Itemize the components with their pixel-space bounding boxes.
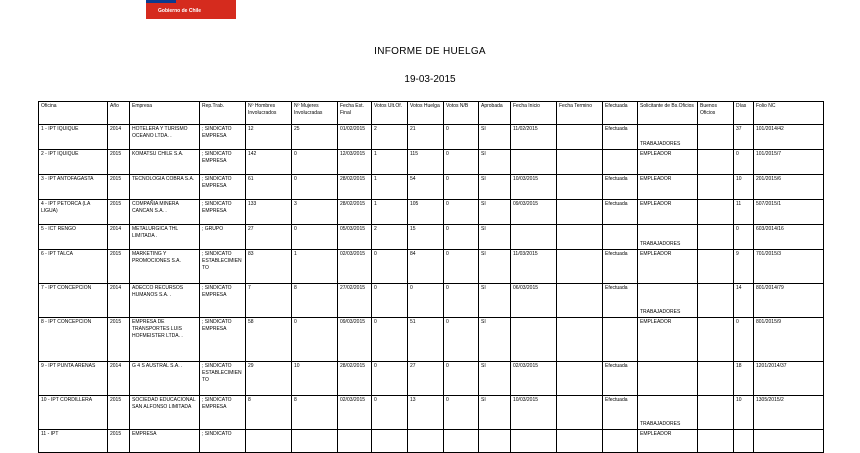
cell-mujeres: 25 xyxy=(292,125,338,150)
header-cell: Fecha Est. Final xyxy=(338,102,372,125)
cell-hombres: 61 xyxy=(246,175,292,200)
cell-inicio: 11/03/2015 xyxy=(511,250,557,284)
cell-huelga: 15 xyxy=(408,225,444,250)
cell-oficina: 5 - ICT RENGO xyxy=(39,225,108,250)
cell-solicitante: EMPLEADOR xyxy=(638,318,698,362)
cell-efectuada xyxy=(603,225,638,250)
logo-text: Gobierno de Chile xyxy=(158,8,202,14)
cell-inicio xyxy=(511,150,557,175)
cell-oficina: 9 - IPT PUNTA ARENAS xyxy=(39,362,108,396)
cell-oficina: 11 - IPT xyxy=(39,430,108,453)
cell-hombres: 58 xyxy=(246,318,292,362)
report-title: INFORME DE HUELGA xyxy=(374,46,486,57)
cell-fecha-final: 02/03/2015 xyxy=(338,250,372,284)
cell-empresa: SOCIEDAD EDUCACIONAL SAN ALFONSO LIMITADA xyxy=(130,396,200,430)
cell-anio: 2015 xyxy=(108,250,130,284)
cell-anio: 2015 xyxy=(108,200,130,225)
cell-dias: 0 xyxy=(734,150,754,175)
cell-mujeres: 0 xyxy=(292,150,338,175)
cell-inicio: 02/03/2015 xyxy=(511,362,557,396)
cell-dias xyxy=(734,430,754,453)
cell-ult xyxy=(372,430,408,453)
cell-ult: 1 xyxy=(372,200,408,225)
cell-mujeres: 0 xyxy=(292,318,338,362)
cell-aprobada: SI xyxy=(479,284,511,318)
cell-termino xyxy=(557,175,603,200)
cell-inicio: 10/03/2015 xyxy=(511,175,557,200)
cell-buenos xyxy=(698,396,734,430)
cell-huelga: 105 xyxy=(408,200,444,225)
cell-fecha-final: 28/02/2015 xyxy=(338,362,372,396)
cell-efectuada: Efectuada xyxy=(603,175,638,200)
cell-termino xyxy=(557,362,603,396)
cell-mujeres: 0 xyxy=(292,175,338,200)
cell-oficina: 3 - IPT ANTOFAGASTA xyxy=(39,175,108,200)
table-row xyxy=(39,362,824,396)
cell-huelga: 13 xyxy=(408,396,444,430)
cell-anio: 2015 xyxy=(108,318,130,362)
cell-hombres: 83 xyxy=(246,250,292,284)
cell-empresa: MARKETING Y PROMOCIONES S.A. xyxy=(130,250,200,284)
cell-ult: 1 xyxy=(372,175,408,200)
cell-inicio: 10/03/2015 xyxy=(511,396,557,430)
cell-buenos xyxy=(698,125,734,150)
cell-ult: 2 xyxy=(372,225,408,250)
cell-nb: 0 xyxy=(444,250,479,284)
cell-nb: 0 xyxy=(444,150,479,175)
cell-buenos xyxy=(698,318,734,362)
cell-mujeres: 10 xyxy=(292,362,338,396)
cell-fecha-final: 28/02/2015 xyxy=(338,175,372,200)
cell-buenos xyxy=(698,225,734,250)
cell-oficina: 10 - IPT CORDILLERA xyxy=(39,396,108,430)
cell-oficina: 1 - IPT IQUIQUE xyxy=(39,125,108,150)
cell-anio: 2014 xyxy=(108,284,130,318)
cell-inicio xyxy=(511,318,557,362)
cell-termino xyxy=(557,200,603,225)
cell-mujeres: 8 xyxy=(292,396,338,430)
cell-folio: 201/2015/6 xyxy=(754,175,824,200)
cell-huelga: 21 xyxy=(408,125,444,150)
cell-buenos xyxy=(698,430,734,453)
cell-termino xyxy=(557,318,603,362)
cell-hombres: 133 xyxy=(246,200,292,225)
cell-empresa: COMPAÑIA MINERA CANCAN S.A. . xyxy=(130,200,200,225)
table-row xyxy=(39,396,824,430)
cell-efectuada xyxy=(603,318,638,362)
header-cell: Empresa xyxy=(130,102,200,125)
cell-solicitante: TRABAJADORES xyxy=(638,284,698,318)
strike-report-table xyxy=(38,101,824,453)
header-cell: Nº Hombres Involucrados xyxy=(246,102,292,125)
cell-hombres: 142 xyxy=(246,150,292,175)
table-row xyxy=(39,150,824,175)
cell-huelga: 115 xyxy=(408,150,444,175)
cell-folio: 1201/2014/37 xyxy=(754,362,824,396)
cell-fecha-final: 27/02/2015 xyxy=(338,284,372,318)
cell-ult: 0 xyxy=(372,250,408,284)
cell-efectuada xyxy=(603,150,638,175)
cell-ult: 0 xyxy=(372,362,408,396)
cell-termino xyxy=(557,284,603,318)
cell-empresa: METALURGICA THL LIMITADA . xyxy=(130,225,200,250)
header-cell: Oficina xyxy=(39,102,108,125)
cell-inicio: 11/02/2015 xyxy=(511,125,557,150)
table-body xyxy=(39,125,824,453)
header-cell: Efectuada xyxy=(603,102,638,125)
cell-aprobada: SI xyxy=(479,250,511,284)
cell-dias: 10 xyxy=(734,396,754,430)
cell-solicitante: EMPLEADOR xyxy=(638,430,698,453)
table-row xyxy=(39,284,824,318)
cell-fecha-final: 28/02/2015 xyxy=(338,200,372,225)
cell-hombres: 29 xyxy=(246,362,292,396)
cell-efectuada: Efectuada xyxy=(603,250,638,284)
cell-dias: 11 xyxy=(734,200,754,225)
cell-folio: 801/2015/9 xyxy=(754,318,824,362)
header-cell: Votos Ult.Of. xyxy=(372,102,408,125)
cell-huelga: 0 xyxy=(408,284,444,318)
cell-buenos xyxy=(698,150,734,175)
header-cell: Fecha Inicio xyxy=(511,102,557,125)
header-cell: Nº Mujeres Involucradas xyxy=(292,102,338,125)
cell-ult: 0 xyxy=(372,318,408,362)
cell-oficina: 6 - IPT TALCA xyxy=(39,250,108,284)
cell-efectuada: Efectuada xyxy=(603,125,638,150)
cell-folio: 1305/2015/2 xyxy=(754,396,824,430)
cell-ult: 2 xyxy=(372,125,408,150)
cell-mujeres xyxy=(292,430,338,453)
cell-dias: 9 xyxy=(734,250,754,284)
cell-solicitante xyxy=(638,362,698,396)
cell-mujeres: 3 xyxy=(292,200,338,225)
cell-efectuada: Efectuada xyxy=(603,362,638,396)
cell-termino xyxy=(557,250,603,284)
cell-aprobada: SI xyxy=(479,125,511,150)
cell-hombres: 27 xyxy=(246,225,292,250)
cell-anio: 2014 xyxy=(108,125,130,150)
cell-oficina: 7 - IPT CONCEPCION xyxy=(39,284,108,318)
cell-dias: 14 xyxy=(734,284,754,318)
cell-hombres: 12 xyxy=(246,125,292,150)
cell-mujeres: 8 xyxy=(292,284,338,318)
cell-oficina: 8 - IPT CONCEPCION xyxy=(39,318,108,362)
cell-fecha-final: 02/03/2015 xyxy=(338,396,372,430)
cell-oficina: 4 - IPT PETORCA (LA LIGUA) xyxy=(39,200,108,225)
cell-empresa: EMPRESA DE TRANSPORTES LUIS HOFMEISTER LTDA. . xyxy=(130,318,200,362)
table-row xyxy=(39,175,824,200)
cell-inicio: 09/03/2015 xyxy=(511,200,557,225)
cell-empresa: G 4 S AUSTRAL S.A. . xyxy=(130,362,200,396)
cell-huelga: 84 xyxy=(408,250,444,284)
cell-termino xyxy=(557,430,603,453)
cell-oficina: 2 - IPT IQUIQUE xyxy=(39,150,108,175)
cell-aprobada: SI xyxy=(479,318,511,362)
cell-termino xyxy=(557,150,603,175)
cell-fecha-final: 05/03/2015 xyxy=(338,225,372,250)
cell-ult: 0 xyxy=(372,284,408,318)
cell-nb: 0 xyxy=(444,318,479,362)
cell-dias: 37 xyxy=(734,125,754,150)
header-cell: Aprobada xyxy=(479,102,511,125)
cell-ult: 0 xyxy=(372,396,408,430)
cell-rep: ; SINDICATO EMPRESA xyxy=(200,175,246,200)
cell-anio: 2014 xyxy=(108,362,130,396)
table-row xyxy=(39,250,824,284)
cell-rep: ; SINDICATO EMPRESA xyxy=(200,318,246,362)
cell-buenos xyxy=(698,284,734,318)
cell-termino xyxy=(557,225,603,250)
header-cell: Año xyxy=(108,102,130,125)
cell-empresa: EMPRESA xyxy=(130,430,200,453)
header-cell: Buenos Oficios xyxy=(698,102,734,125)
cell-solicitante: TRABAJADORES xyxy=(638,125,698,150)
header-cell: Fecha Termino xyxy=(557,102,603,125)
cell-nb: 0 xyxy=(444,225,479,250)
header-cell: Solicitante de Bs.Oficios xyxy=(638,102,698,125)
cell-termino xyxy=(557,125,603,150)
cell-huelga: 27 xyxy=(408,362,444,396)
cell-folio: 101/2015/7 xyxy=(754,150,824,175)
cell-folio: 507/2015/1 xyxy=(754,200,824,225)
table-header-row xyxy=(39,102,824,125)
cell-rep: ; SINDICATO ESTABLECIMIENTO xyxy=(200,362,246,396)
cell-hombres: 7 xyxy=(246,284,292,318)
cell-nb: 0 xyxy=(444,125,479,150)
cell-aprobada: SI xyxy=(479,150,511,175)
cell-folio: 101/2014/42 xyxy=(754,125,824,150)
cell-nb xyxy=(444,430,479,453)
cell-aprobada: SI xyxy=(479,362,511,396)
cell-anio: 2014 xyxy=(108,225,130,250)
cell-hombres xyxy=(246,430,292,453)
cell-empresa: KOMATSU CHILE S.A. xyxy=(130,150,200,175)
cell-huelga xyxy=(408,430,444,453)
cell-nb: 0 xyxy=(444,200,479,225)
cell-aprobada xyxy=(479,430,511,453)
cell-solicitante: EMPLEADOR xyxy=(638,175,698,200)
cell-aprobada: SI xyxy=(479,175,511,200)
cell-dias: 0 xyxy=(734,225,754,250)
cell-inicio xyxy=(511,430,557,453)
table-row xyxy=(39,430,824,453)
cell-anio: 2015 xyxy=(108,150,130,175)
cell-rep: ; GRUPO xyxy=(200,225,246,250)
cell-rep: ; SINDICATO EMPRESA xyxy=(200,396,246,430)
cell-buenos xyxy=(698,200,734,225)
cell-solicitante: TRABAJADORES xyxy=(638,396,698,430)
cell-anio: 2015 xyxy=(108,175,130,200)
cell-buenos xyxy=(698,175,734,200)
cell-aprobada: SI xyxy=(479,200,511,225)
cell-fecha-final: 09/03/2015 xyxy=(338,318,372,362)
cell-empresa: TECNOLOGIA COBRA S.A. xyxy=(130,175,200,200)
cell-rep: ; SINDICATO EMPRESA xyxy=(200,284,246,318)
cell-rep: ; SINDICATO EMPRESA xyxy=(200,150,246,175)
table-row xyxy=(39,225,824,250)
table-row xyxy=(39,200,824,225)
cell-nb: 0 xyxy=(444,284,479,318)
cell-empresa: ADECCO RECURSOS HUMANOS S.A. . xyxy=(130,284,200,318)
header-cell: Días xyxy=(734,102,754,125)
cell-dias: 0 xyxy=(734,318,754,362)
cell-nb: 0 xyxy=(444,396,479,430)
cell-rep: ; SINDICATO xyxy=(200,430,246,453)
cell-anio: 2015 xyxy=(108,396,130,430)
cell-fecha-final: 12/03/2015 xyxy=(338,150,372,175)
cell-solicitante: EMPLEADOR xyxy=(638,200,698,225)
gobierno-de-chile-logo xyxy=(146,0,236,19)
cell-dias: 10 xyxy=(734,175,754,200)
header-cell: Folio NC xyxy=(754,102,824,125)
cell-mujeres: 1 xyxy=(292,250,338,284)
cell-termino xyxy=(557,396,603,430)
cell-efectuada: Efectuada xyxy=(603,200,638,225)
cell-mujeres: 0 xyxy=(292,225,338,250)
header-cell: Rep.Trab. xyxy=(200,102,246,125)
cell-folio: 701/2015/3 xyxy=(754,250,824,284)
table-row xyxy=(39,318,824,362)
cell-ult: 1 xyxy=(372,150,408,175)
cell-nb: 0 xyxy=(444,362,479,396)
cell-solicitante: EMPLEADOR xyxy=(638,250,698,284)
cell-rep: ; SINDICATO EMPRESA xyxy=(200,125,246,150)
cell-aprobada: SI xyxy=(479,225,511,250)
cell-solicitante: TRABAJADORES xyxy=(638,225,698,250)
cell-aprobada: SI xyxy=(479,396,511,430)
cell-anio: 2015 xyxy=(108,430,130,453)
cell-efectuada: Efectuada xyxy=(603,284,638,318)
cell-nb: 0 xyxy=(444,175,479,200)
cell-inicio xyxy=(511,225,557,250)
cell-rep: ; SINDICATO ESTABLECIMIENTO xyxy=(200,250,246,284)
cell-solicitante: EMPLEADOR xyxy=(638,150,698,175)
cell-efectuada: Efectuada xyxy=(603,396,638,430)
cell-buenos xyxy=(698,362,734,396)
cell-folio: 603/2014/16 xyxy=(754,225,824,250)
cell-rep: ; SINDICATO EMPRESA xyxy=(200,200,246,225)
report-date: 19-03-2015 xyxy=(404,74,456,85)
header-cell: Votos N/B xyxy=(444,102,479,125)
header-cell: Votos Huelga xyxy=(408,102,444,125)
cell-dias: 18 xyxy=(734,362,754,396)
cell-huelga: 54 xyxy=(408,175,444,200)
table-row xyxy=(39,125,824,150)
cell-fecha-final xyxy=(338,430,372,453)
cell-folio xyxy=(754,430,824,453)
cell-folio: 801/2014/79 xyxy=(754,284,824,318)
cell-hombres: 8 xyxy=(246,396,292,430)
cell-efectuada xyxy=(603,430,638,453)
cell-empresa: HOTELERA Y TURISMO OCEANO LTDA. . xyxy=(130,125,200,150)
cell-buenos xyxy=(698,250,734,284)
cell-huelga: 51 xyxy=(408,318,444,362)
cell-inicio: 06/03/2015 xyxy=(511,284,557,318)
cell-fecha-final: 01/02/2015 xyxy=(338,125,372,150)
